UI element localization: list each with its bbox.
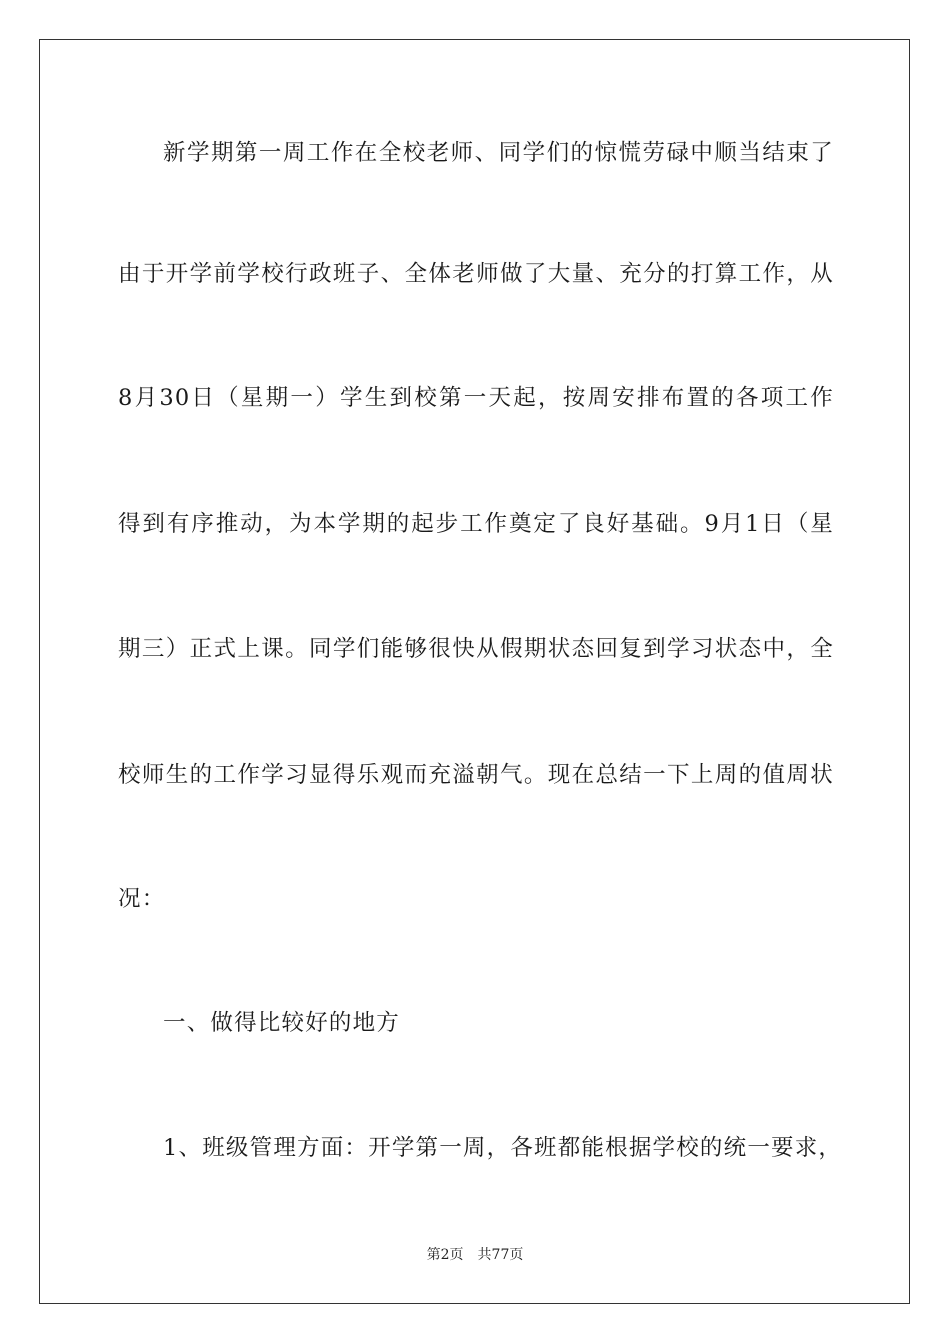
paragraph-line: 况：	[118, 886, 166, 912]
page-number-current: 第2页	[426, 1247, 464, 1263]
page-number-total: 共77页	[477, 1247, 524, 1263]
paragraph-line: 1、班级管理方面：开学第一周，各班都能根据学校的统一要求，	[163, 1135, 843, 1161]
paragraph-line: 校师生的工作学习显得乐观而充溢朝气。现在总结一下上周的值周状	[118, 762, 834, 788]
paragraph-line: 新学期第一周工作在全校老师、同学们的惊慌劳碌中顺当结束了	[163, 140, 834, 166]
page-border	[39, 39, 910, 1304]
paragraph-line: 由于开学前学校行政班子、全体老师做了大量、充分的打算工作，从	[118, 261, 834, 287]
paragraph-line: 8月30日（星期一）学生到校第一天起，按周安排布置的各项工作	[118, 385, 834, 411]
paragraph-line: 期三）正式上课。同学们能够很快从假期状态回复到学习状态中，全	[118, 636, 834, 662]
paragraph-line: 得到有序推动，为本学期的起步工作奠定了良好基础。9月1日（星	[118, 511, 834, 537]
section-heading: 一、做得比较好的地方	[163, 1010, 401, 1036]
page-footer	[0, 1245, 950, 1265]
